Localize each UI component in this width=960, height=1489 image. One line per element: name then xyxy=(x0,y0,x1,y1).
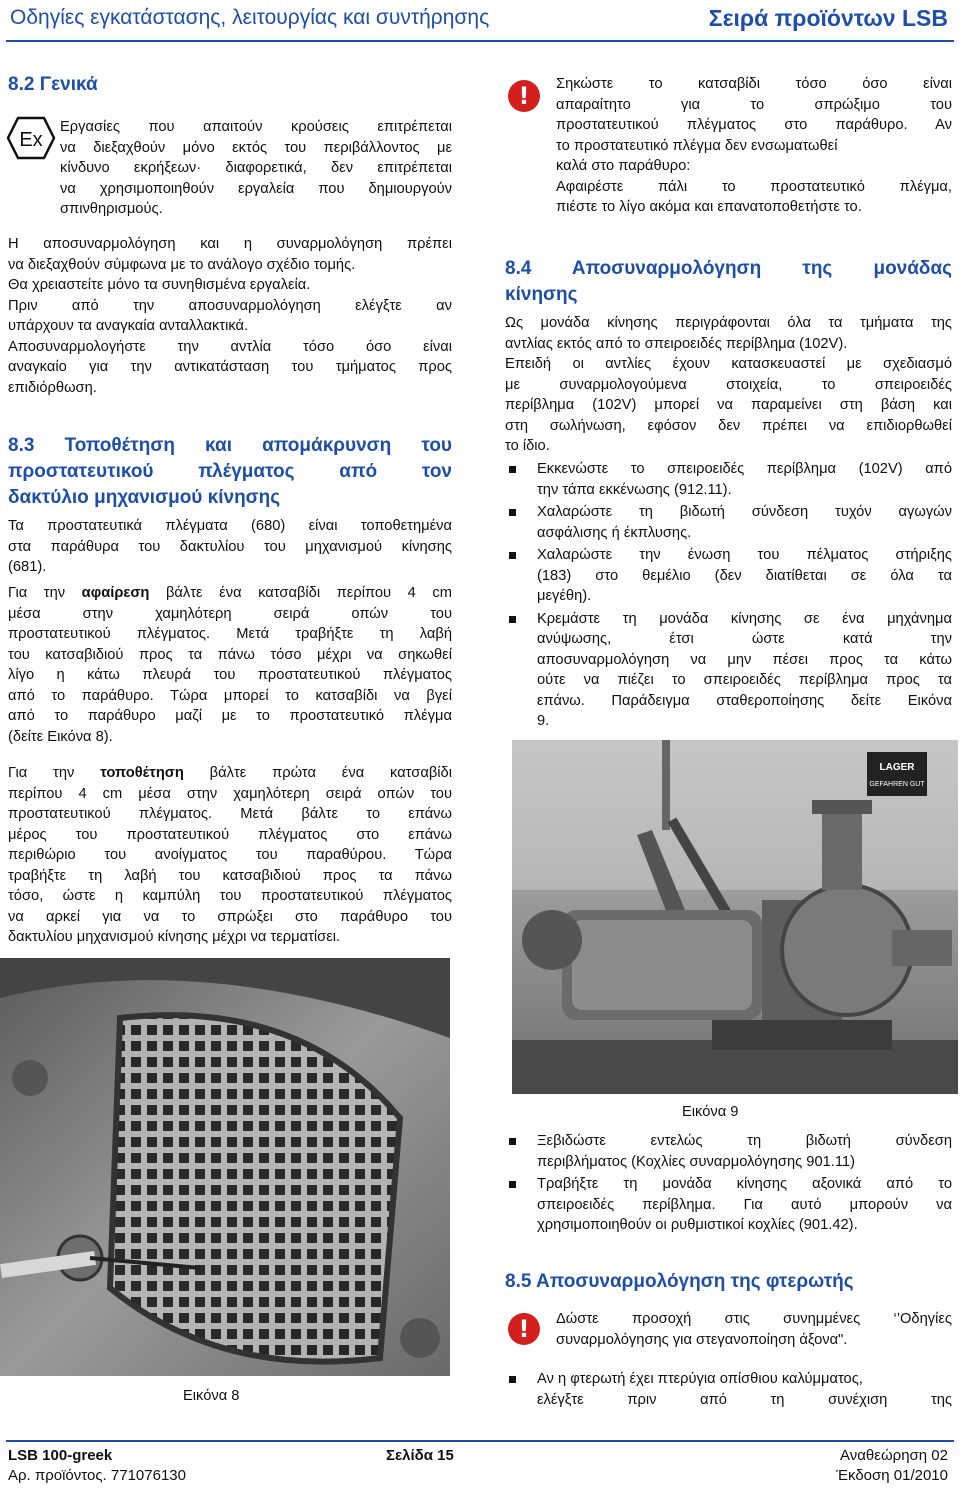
list-item: Ξεβιδώστε εντελώς τη βιδωτή σύνδεση περιβλήματος (Κοχλίες συναρμολόγησης 901.11) xyxy=(505,1131,952,1172)
section-8-3-title: 8.3 Τοποθέτηση και απομάκρυνση του προστατευτικού πλέγματος από τον δακτύλιο μηχανισμού κίνησης xyxy=(8,435,452,508)
footer-divider xyxy=(6,1440,954,1442)
square-bullet-icon xyxy=(509,466,516,473)
section-8-5-title: 8.5 Αποσυναρμολόγηση της φτερωτής xyxy=(505,1271,854,1292)
header-divider xyxy=(6,40,954,42)
footer-page: Σελίδα 15 xyxy=(386,1447,454,1464)
list-item: Κρεμάστε τη μονάδα κίνησης σε ένα μηχάνημα ανύψωσης, έτσι ώστε κατά την αποσυναρμολόγηση να μην πέσει προς τα κάτω ούτε να πιέζει το σπειροειδές περίβλημα προς τα επάνω. Παράδειγμα σταθεροποίησης δείτε Εικόνα 9. xyxy=(505,609,952,732)
square-bullet-icon xyxy=(509,552,516,559)
footer-revision: Αναθεώρηση 02 xyxy=(840,1447,948,1464)
footer-product-no: Αρ. προϊόντος. 771076130 xyxy=(8,1467,186,1484)
separation-steps xyxy=(505,1131,952,1238)
drive-unit-steps xyxy=(505,459,952,734)
sign-text-2: GEFAHREN GUT xyxy=(869,781,925,788)
header-series: Σειρά προϊόντων LSB xyxy=(708,5,948,31)
list-item: Τραβήξτε τη μονάδα κίνησης αξονικά από το σπειροειδές περίβλημα. Για αυτό μπορούν να χρησιμοποιηθούν οι ρυθμιστικοί κοχλίες (901.42). xyxy=(505,1174,952,1236)
footer-doc: LSB 100-greek xyxy=(8,1447,113,1464)
sign-text-1: LAGER xyxy=(879,762,915,773)
figure-8-photo xyxy=(0,958,450,1376)
svg-text:Ex: Ex xyxy=(19,129,43,151)
drive-unit-paragraph: Ως μονάδα κίνησης περιγράφονται όλα τα τμήματα της αντλίας εκτός από το σπειροειδές περίβλημα (102V). Επειδή οι αντλίες έχουν κατασκευαστεί με σχεδιασμό με συναρμολογούμενα στοιχεία, το σπειροειδές περίβλημα (102V) μπορεί να παραμείνει στη βάση και στη σωλήνωση, εφόσον δεν πρέπει να επιδιορθωθεί το ίδιο. xyxy=(505,315,952,454)
warning-2-text: Δώστε προσοχή στις συνημμένες ‘’Οδηγίες συναρμολόγησης για στεγανοποίηση άξονα". xyxy=(556,1311,952,1348)
installation-paragraph: Για την τοποθέτηση βάλτε πρώτα ένα κατσαβίδι περίπου 4 cm μέσα στην χαμηλότερη σειρά οπών του προστατευτικού πλέγματος. Μετά βάλτε το επάνω μέρος του προστατευτικού πλέγματος στο επάνω περιθώριο του ανοίγματος του παραθύρου. Τώρα τραβήξτε τη λαβή του κατσαβιδιού προς τα πάνω τόσο, ώστε η καμπύλη του προστατευτικού πλέγματος να αρκεί για να το σπρώξει στο παράθυρο του δακτυλίου μηχανισμού κίνησης μέχρι να τερματίσει. xyxy=(8,765,452,945)
warning-1-text: Σηκώστε το κατσαβίδι τόσο όσο είναι απαραίτητο για το σπρώξιμο του προστατευτικού πλέγματος στο παράθυρο. Αν το προστατευτικό πλέγμα δεν ενσωματωθεί καλά στο παράθυρο: Αφαιρέστε πάλι το προστατευτικό πλέγμα, πιέστε το λίγο ακόμα και επανατοποθετήστε το. xyxy=(556,76,952,215)
section-8-4-title: 8.4 Αποσυναρμολόγηση της μονάδας κίνησης xyxy=(505,258,952,305)
list-item: Αν η φτερωτή έχει πτερύγια οπίσθιου καλύμματος, ελέγξτε πριν από τη συνέχιση της xyxy=(505,1369,952,1410)
square-bullet-icon xyxy=(509,509,516,516)
section-8-2-title: 8.2 Γενικά xyxy=(8,74,98,95)
figure-9-photo xyxy=(512,740,958,1094)
ex-warning-text: Εργασίες που απαιτούν κρούσεις επιτρέπεται να διεξαχθούν μόνο εκτός του περιβάλλοντος με κίνδυνο εκρήξεων· διαφορετικά, δεν επιτρέπεται να χρησιμοποιηθούν εργαλεία που δημιουργούν σπινθηρισμούς. xyxy=(60,119,452,217)
header-title: Οδηγίες εγκατάστασης, λειτουργίας και συντήρησης xyxy=(10,6,490,29)
footer-edition: Έκδοση 01/2010 xyxy=(836,1467,948,1484)
removal-paragraph: Για την αφαίρεση βάλτε ένα κατσαβίδι περίπου 4 cm μέσα στην χαμηλότερη σειρά οπών του προστατευτικού πλέγματος. Μετά τραβήξτε τη λαβή του κατσαβιδιού προς τα πάνω τόσο μέχρι να σηκωθεί λίγο η κάτω πλευρά του προστατευτικού πλέγματος από το παράθυρο. Τώρα μπορεί το κατσαβίδι να βγεί από το παράθυρο μαζί με το προστατευτικό πλέγμα (δείτε Εικόνα 8). xyxy=(8,585,452,745)
impeller-steps xyxy=(505,1369,952,1412)
square-bullet-icon xyxy=(509,616,516,623)
ex-hexagon-icon xyxy=(6,116,56,160)
square-bullet-icon xyxy=(509,1181,516,1188)
figure-8-caption: Εικόνα 8 xyxy=(183,1388,240,1404)
list-item: Εκκενώστε το σπειροειδές περίβλημα (102V) από την τάπα εκκένωσης (912.11). xyxy=(505,459,952,500)
list-item: Χαλαρώστε την ένωση του πέλματος στήριξης (183) στο θεμέλιο (δεν διατίθεται σε όλα τα μεγέθη). xyxy=(505,545,952,607)
general-paragraph: Η αποσυναρμολόγηση και η συναρμολόγηση πρέπει να διεξαχθούν σύμφωνα με το ανάλογο σχέδιο τομής. Θα χρειαστείτε μόνο τα συνηθισμένα εργαλεία. Πριν από την αποσυναρμολόγηση ελέγξτε αν υπάρχουν τα αναγκαία ανταλλακτικά. Αποσυναρμολογήστε την αντλία τόσο όσο είναι αναγκαίο για την αντικατάσταση του τμήματος προς επιδιόρθωση. xyxy=(8,236,452,396)
figure-9-caption: Εικόνα 9 xyxy=(682,1104,739,1120)
list-item: Χαλαρώστε τη βιδωτή σύνδεση τυχόν αγωγών ασφάλισης ή έκπλυσης. xyxy=(505,502,952,543)
exclamation-icon: ! xyxy=(508,1313,540,1345)
exclamation-icon: ! xyxy=(508,80,540,112)
grid-paragraph: Τα προστατευτικά πλέγματα (680) είναι τοποθετημένα στα παράθυρα του δακτυλίου του μηχανισμού κίνησης (681). xyxy=(8,518,452,575)
square-bullet-icon xyxy=(509,1138,516,1145)
square-bullet-icon xyxy=(509,1376,516,1383)
